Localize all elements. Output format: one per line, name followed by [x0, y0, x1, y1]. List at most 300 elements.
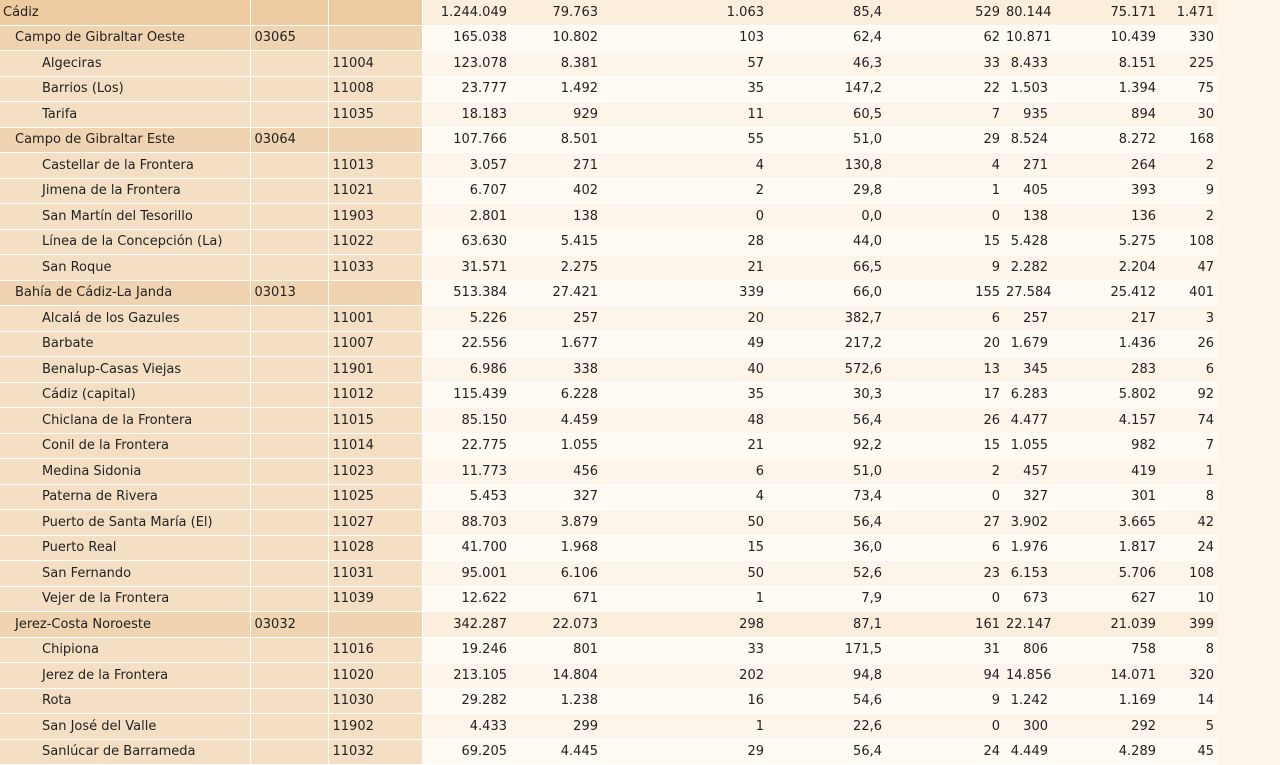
value-cell: 115.439 — [422, 382, 513, 408]
municipality-code-cell: 11902 — [328, 714, 422, 740]
value-cell: 54,6 — [770, 688, 888, 714]
value-cell: 22.147 — [1006, 612, 1054, 638]
value-cell: 3.665 — [1054, 510, 1162, 536]
value-cell: 60,5 — [770, 102, 888, 128]
value-cell: 92 — [1162, 382, 1218, 408]
value-cell: 14 — [1162, 688, 1218, 714]
value-cell: 217 — [1054, 306, 1162, 332]
value-cell: 217,2 — [770, 331, 888, 357]
table-row[interactable] — [0, 408, 1280, 434]
value-cell: 627 — [1054, 586, 1162, 612]
district-code-cell — [250, 484, 328, 510]
territory-name-cell: San Martín del Tesorillo — [0, 204, 250, 230]
value-cell: 62 — [888, 25, 1006, 51]
table-row[interactable] — [0, 306, 1280, 332]
value-cell: 50 — [604, 510, 770, 536]
value-cell: 982 — [1054, 433, 1162, 459]
value-cell: 2 — [1162, 204, 1218, 230]
value-cell: 1.169 — [1054, 688, 1162, 714]
value-cell: 572,6 — [770, 357, 888, 383]
value-cell: 1.503 — [1006, 76, 1054, 102]
value-cell: 19.246 — [422, 637, 513, 663]
value-cell: 63.630 — [422, 229, 513, 255]
value-cell: 10.439 — [1054, 25, 1162, 51]
value-cell: 21 — [604, 255, 770, 281]
value-cell: 29 — [888, 127, 1006, 153]
territory-name-cell: San José del Valle — [0, 714, 250, 740]
value-cell: 457 — [1006, 459, 1054, 485]
district-code-cell — [250, 510, 328, 536]
value-cell: 330 — [1162, 25, 1218, 51]
value-cell: 1.242 — [1006, 688, 1054, 714]
value-cell: 8.501 — [513, 127, 604, 153]
territory-name-cell: Campo de Gibraltar Este — [0, 127, 250, 153]
district-code-cell — [250, 331, 328, 357]
value-cell: 13 — [888, 357, 1006, 383]
value-cell: 2.282 — [1006, 255, 1054, 281]
value-cell: 22.775 — [422, 433, 513, 459]
table-row[interactable] — [0, 127, 1280, 153]
territory-name-cell: Barrios (Los) — [0, 76, 250, 102]
value-cell: 45 — [1162, 739, 1218, 765]
value-cell: 0 — [888, 714, 1006, 740]
table-row[interactable] — [0, 612, 1280, 638]
value-cell: 29,8 — [770, 178, 888, 204]
table-row[interactable] — [0, 561, 1280, 587]
value-cell: 108 — [1162, 561, 1218, 587]
value-cell: 1.063 — [604, 0, 770, 25]
value-cell: 5.453 — [422, 484, 513, 510]
value-cell: 10.802 — [513, 25, 604, 51]
table-row[interactable] — [0, 229, 1280, 255]
value-cell: 5.275 — [1054, 229, 1162, 255]
table-row[interactable] — [0, 739, 1280, 765]
value-cell: 4.433 — [422, 714, 513, 740]
value-cell: 95.001 — [422, 561, 513, 587]
value-cell: 1.471 — [1162, 0, 1218, 25]
value-cell: 2.204 — [1054, 255, 1162, 281]
value-cell: 56,4 — [770, 739, 888, 765]
value-cell: 62,4 — [770, 25, 888, 51]
value-cell: 4 — [888, 153, 1006, 179]
value-cell: 339 — [604, 280, 770, 306]
value-cell: 1.238 — [513, 688, 604, 714]
territory-name-cell: Sanlúcar de Barrameda — [0, 739, 250, 765]
value-cell: 155 — [888, 280, 1006, 306]
value-cell: 56,4 — [770, 510, 888, 536]
value-cell: 5.706 — [1054, 561, 1162, 587]
district-code-cell — [250, 586, 328, 612]
table-row[interactable] — [0, 637, 1280, 663]
value-cell: 165.038 — [422, 25, 513, 51]
district-code-cell — [250, 204, 328, 230]
value-cell: 15 — [888, 229, 1006, 255]
value-cell: 22 — [888, 76, 1006, 102]
value-cell: 52,6 — [770, 561, 888, 587]
value-cell: 405 — [1006, 178, 1054, 204]
municipality-code-cell: 11032 — [328, 739, 422, 765]
municipality-code-cell: 11015 — [328, 408, 422, 434]
value-cell: 6 — [1162, 357, 1218, 383]
value-cell: 4.289 — [1054, 739, 1162, 765]
value-cell: 5.415 — [513, 229, 604, 255]
value-cell: 929 — [513, 102, 604, 128]
value-cell: 26 — [1162, 331, 1218, 357]
value-cell: 18.183 — [422, 102, 513, 128]
territory-name-cell: Puerto de Santa María (El) — [0, 510, 250, 536]
value-cell: 6.986 — [422, 357, 513, 383]
municipality-code-cell: 11020 — [328, 663, 422, 689]
territory-name-cell: Jimena de la Frontera — [0, 178, 250, 204]
value-cell: 25.412 — [1054, 280, 1162, 306]
value-cell: 5.802 — [1054, 382, 1162, 408]
value-cell: 85.150 — [422, 408, 513, 434]
value-cell: 1.244.049 — [422, 0, 513, 25]
value-cell: 6.106 — [513, 561, 604, 587]
value-cell: 14.856 — [1006, 663, 1054, 689]
table-row[interactable] — [0, 357, 1280, 383]
territory-name-cell: Jerez-Costa Noroeste — [0, 612, 250, 638]
territory-name-cell: Barbate — [0, 331, 250, 357]
value-cell: 456 — [513, 459, 604, 485]
territory-name-cell: Castellar de la Frontera — [0, 153, 250, 179]
value-cell: 35 — [604, 382, 770, 408]
table-row[interactable] — [0, 459, 1280, 485]
value-cell: 257 — [1006, 306, 1054, 332]
value-cell: 271 — [513, 153, 604, 179]
value-cell: 27 — [888, 510, 1006, 536]
territory-name-cell: Chipiona — [0, 637, 250, 663]
value-cell: 382,7 — [770, 306, 888, 332]
value-cell: 401 — [1162, 280, 1218, 306]
value-cell: 12.622 — [422, 586, 513, 612]
value-cell: 9 — [1162, 178, 1218, 204]
value-cell: 31.571 — [422, 255, 513, 281]
table-row[interactable] — [0, 76, 1280, 102]
value-cell: 935 — [1006, 102, 1054, 128]
value-cell: 342.287 — [422, 612, 513, 638]
value-cell: 171,5 — [770, 637, 888, 663]
table-row[interactable] — [0, 25, 1280, 51]
territory-name-cell: Conil de la Frontera — [0, 433, 250, 459]
territory-name-cell: Vejer de la Frontera — [0, 586, 250, 612]
table-row[interactable] — [0, 688, 1280, 714]
municipality-code-cell: 11030 — [328, 688, 422, 714]
municipality-code-cell: 11028 — [328, 535, 422, 561]
value-cell: 48 — [604, 408, 770, 434]
value-cell: 327 — [513, 484, 604, 510]
value-cell: 15 — [604, 535, 770, 561]
value-cell: 8.151 — [1054, 51, 1162, 77]
value-cell: 338 — [513, 357, 604, 383]
value-cell: 103 — [604, 25, 770, 51]
value-cell: 23.777 — [422, 76, 513, 102]
table-row[interactable] — [0, 153, 1280, 179]
district-code-cell — [250, 714, 328, 740]
value-cell: 9 — [888, 255, 1006, 281]
territory-name-cell: Bahía de Cádiz-La Janda — [0, 280, 250, 306]
value-cell: 55 — [604, 127, 770, 153]
territory-name-cell: Jerez de la Frontera — [0, 663, 250, 689]
value-cell: 10.871 — [1006, 25, 1054, 51]
value-cell: 33 — [888, 51, 1006, 77]
table-row[interactable] — [0, 51, 1280, 77]
value-cell: 88.703 — [422, 510, 513, 536]
value-cell: 1.055 — [513, 433, 604, 459]
table-row[interactable] — [0, 586, 1280, 612]
value-cell: 4.459 — [513, 408, 604, 434]
value-cell: 6 — [888, 306, 1006, 332]
value-cell: 529 — [888, 0, 1006, 25]
value-cell: 94,8 — [770, 663, 888, 689]
value-cell: 283 — [1054, 357, 1162, 383]
territory-name-cell: Chiclana de la Frontera — [0, 408, 250, 434]
table-row[interactable] — [0, 433, 1280, 459]
value-cell: 130,8 — [770, 153, 888, 179]
value-cell: 257 — [513, 306, 604, 332]
value-cell: 2 — [1162, 153, 1218, 179]
value-cell: 213.105 — [422, 663, 513, 689]
value-cell: 1.968 — [513, 535, 604, 561]
value-cell: 6.283 — [1006, 382, 1054, 408]
value-cell: 75 — [1162, 76, 1218, 102]
value-cell: 94 — [888, 663, 1006, 689]
table-row[interactable] — [0, 280, 1280, 306]
value-cell: 0 — [888, 204, 1006, 230]
value-cell: 41.700 — [422, 535, 513, 561]
value-cell: 264 — [1054, 153, 1162, 179]
value-cell: 15 — [888, 433, 1006, 459]
value-cell: 33 — [604, 637, 770, 663]
district-code-cell: 03064 — [250, 127, 328, 153]
district-code-cell — [250, 739, 328, 765]
value-cell: 20 — [888, 331, 1006, 357]
municipality-code-cell: 11008 — [328, 76, 422, 102]
value-cell: 0 — [888, 586, 1006, 612]
district-code-cell — [250, 408, 328, 434]
value-cell: 138 — [1006, 204, 1054, 230]
value-cell: 80.144 — [1006, 0, 1054, 25]
value-cell: 1.677 — [513, 331, 604, 357]
value-cell: 4.477 — [1006, 408, 1054, 434]
district-code-cell — [250, 76, 328, 102]
value-cell: 3 — [1162, 306, 1218, 332]
value-cell: 24 — [1162, 535, 1218, 561]
value-cell: 671 — [513, 586, 604, 612]
value-cell: 75.171 — [1054, 0, 1162, 25]
municipality-code-cell: 11033 — [328, 255, 422, 281]
value-cell: 7 — [888, 102, 1006, 128]
value-cell: 27.584 — [1006, 280, 1054, 306]
value-cell: 301 — [1054, 484, 1162, 510]
value-cell: 21.039 — [1054, 612, 1162, 638]
value-cell: 69.205 — [422, 739, 513, 765]
district-code-cell — [250, 535, 328, 561]
value-cell: 1.394 — [1054, 76, 1162, 102]
territory-name-cell: Rota — [0, 688, 250, 714]
table-row[interactable] — [0, 178, 1280, 204]
value-cell: 10 — [1162, 586, 1218, 612]
value-cell: 9 — [888, 688, 1006, 714]
municipality-code-cell: 11022 — [328, 229, 422, 255]
value-cell: 168 — [1162, 127, 1218, 153]
value-cell: 22.073 — [513, 612, 604, 638]
municipality-code-cell: 11903 — [328, 204, 422, 230]
value-cell: 393 — [1054, 178, 1162, 204]
value-cell: 1 — [888, 178, 1006, 204]
table-row[interactable] — [0, 0, 1280, 25]
value-cell: 4.449 — [1006, 739, 1054, 765]
value-cell: 8.433 — [1006, 51, 1054, 77]
value-cell: 513.384 — [422, 280, 513, 306]
table-row[interactable] — [0, 663, 1280, 689]
value-cell: 7 — [1162, 433, 1218, 459]
value-cell: 16 — [604, 688, 770, 714]
territory-name-cell: San Fernando — [0, 561, 250, 587]
municipality-code-cell: 11031 — [328, 561, 422, 587]
municipality-code-cell — [328, 0, 422, 25]
value-cell: 14.071 — [1054, 663, 1162, 689]
municipality-code-cell: 11021 — [328, 178, 422, 204]
value-cell: 161 — [888, 612, 1006, 638]
value-cell: 6.153 — [1006, 561, 1054, 587]
value-cell: 1.055 — [1006, 433, 1054, 459]
municipality-code-cell: 11012 — [328, 382, 422, 408]
value-cell: 30 — [1162, 102, 1218, 128]
municipality-code-cell — [328, 127, 422, 153]
table-row[interactable] — [0, 714, 1280, 740]
value-cell: 300 — [1006, 714, 1054, 740]
district-code-cell — [250, 255, 328, 281]
value-cell: 2 — [604, 178, 770, 204]
municipality-code-cell: 11025 — [328, 484, 422, 510]
value-cell: 271 — [1006, 153, 1054, 179]
value-cell: 5 — [1162, 714, 1218, 740]
territory-name-cell: Tarifa — [0, 102, 250, 128]
value-cell: 22.556 — [422, 331, 513, 357]
value-cell: 8 — [1162, 637, 1218, 663]
municipality-code-cell — [328, 612, 422, 638]
territory-name-cell: Puerto Real — [0, 535, 250, 561]
value-cell: 1 — [604, 714, 770, 740]
value-cell: 8 — [1162, 484, 1218, 510]
value-cell: 51,0 — [770, 459, 888, 485]
table-row[interactable] — [0, 510, 1280, 536]
value-cell: 28 — [604, 229, 770, 255]
value-cell: 345 — [1006, 357, 1054, 383]
value-cell: 147,2 — [770, 76, 888, 102]
district-code-cell — [250, 102, 328, 128]
value-cell: 42 — [1162, 510, 1218, 536]
territory-name-cell: Campo de Gibraltar Oeste — [0, 25, 250, 51]
value-cell: 22,6 — [770, 714, 888, 740]
value-cell: 20 — [604, 306, 770, 332]
value-cell: 1.976 — [1006, 535, 1054, 561]
table-row[interactable] — [0, 535, 1280, 561]
district-code-cell: 03065 — [250, 25, 328, 51]
table-row[interactable] — [0, 331, 1280, 357]
table-row[interactable] — [0, 484, 1280, 510]
value-cell: 4.157 — [1054, 408, 1162, 434]
value-cell: 49 — [604, 331, 770, 357]
value-cell: 801 — [513, 637, 604, 663]
value-cell: 2.801 — [422, 204, 513, 230]
value-cell: 136 — [1054, 204, 1162, 230]
municipality-code-cell: 11013 — [328, 153, 422, 179]
district-code-cell: 03032 — [250, 612, 328, 638]
value-cell: 1.436 — [1054, 331, 1162, 357]
value-cell: 292 — [1054, 714, 1162, 740]
value-cell: 44,0 — [770, 229, 888, 255]
value-cell: 320 — [1162, 663, 1218, 689]
value-cell: 3.879 — [513, 510, 604, 536]
value-cell: 29.282 — [422, 688, 513, 714]
value-cell: 5.428 — [1006, 229, 1054, 255]
district-code-cell — [250, 382, 328, 408]
district-code-cell — [250, 229, 328, 255]
value-cell: 1.492 — [513, 76, 604, 102]
value-cell: 1.817 — [1054, 535, 1162, 561]
value-cell: 1.679 — [1006, 331, 1054, 357]
district-code-cell — [250, 433, 328, 459]
value-cell: 21 — [604, 433, 770, 459]
district-code-cell — [250, 0, 328, 25]
municipality-code-cell: 11004 — [328, 51, 422, 77]
territory-name-cell: Línea de la Concepción (La) — [0, 229, 250, 255]
municipality-code-cell: 11901 — [328, 357, 422, 383]
territory-name-cell: Benalup-Casas Viejas — [0, 357, 250, 383]
value-cell: 327 — [1006, 484, 1054, 510]
district-code-cell — [250, 637, 328, 663]
municipality-code-cell: 11014 — [328, 433, 422, 459]
value-cell: 27.421 — [513, 280, 604, 306]
value-cell: 1 — [604, 586, 770, 612]
value-cell: 79.763 — [513, 0, 604, 25]
value-cell: 894 — [1054, 102, 1162, 128]
value-cell: 85,4 — [770, 0, 888, 25]
municipality-code-cell: 11027 — [328, 510, 422, 536]
value-cell: 87,1 — [770, 612, 888, 638]
table-row[interactable] — [0, 102, 1280, 128]
territory-name-cell: Cádiz (capital) — [0, 382, 250, 408]
value-cell: 1 — [1162, 459, 1218, 485]
value-cell: 2 — [888, 459, 1006, 485]
value-cell: 4.445 — [513, 739, 604, 765]
value-cell: 51,0 — [770, 127, 888, 153]
municipality-code-cell — [328, 280, 422, 306]
table-row[interactable] — [0, 382, 1280, 408]
value-cell: 17 — [888, 382, 1006, 408]
value-cell: 8.524 — [1006, 127, 1054, 153]
district-code-cell — [250, 561, 328, 587]
district-code-cell: 03013 — [250, 280, 328, 306]
district-code-cell — [250, 688, 328, 714]
value-cell: 46,3 — [770, 51, 888, 77]
table-row[interactable] — [0, 204, 1280, 230]
district-code-cell — [250, 357, 328, 383]
value-cell: 6 — [888, 535, 1006, 561]
value-cell: 66,0 — [770, 280, 888, 306]
value-cell: 298 — [604, 612, 770, 638]
value-cell: 225 — [1162, 51, 1218, 77]
territory-name-cell: Paterna de Rivera — [0, 484, 250, 510]
value-cell: 40 — [604, 357, 770, 383]
value-cell: 108 — [1162, 229, 1218, 255]
value-cell: 30,3 — [770, 382, 888, 408]
territory-name-cell: Algeciras — [0, 51, 250, 77]
value-cell: 29 — [604, 739, 770, 765]
table-row[interactable] — [0, 255, 1280, 281]
